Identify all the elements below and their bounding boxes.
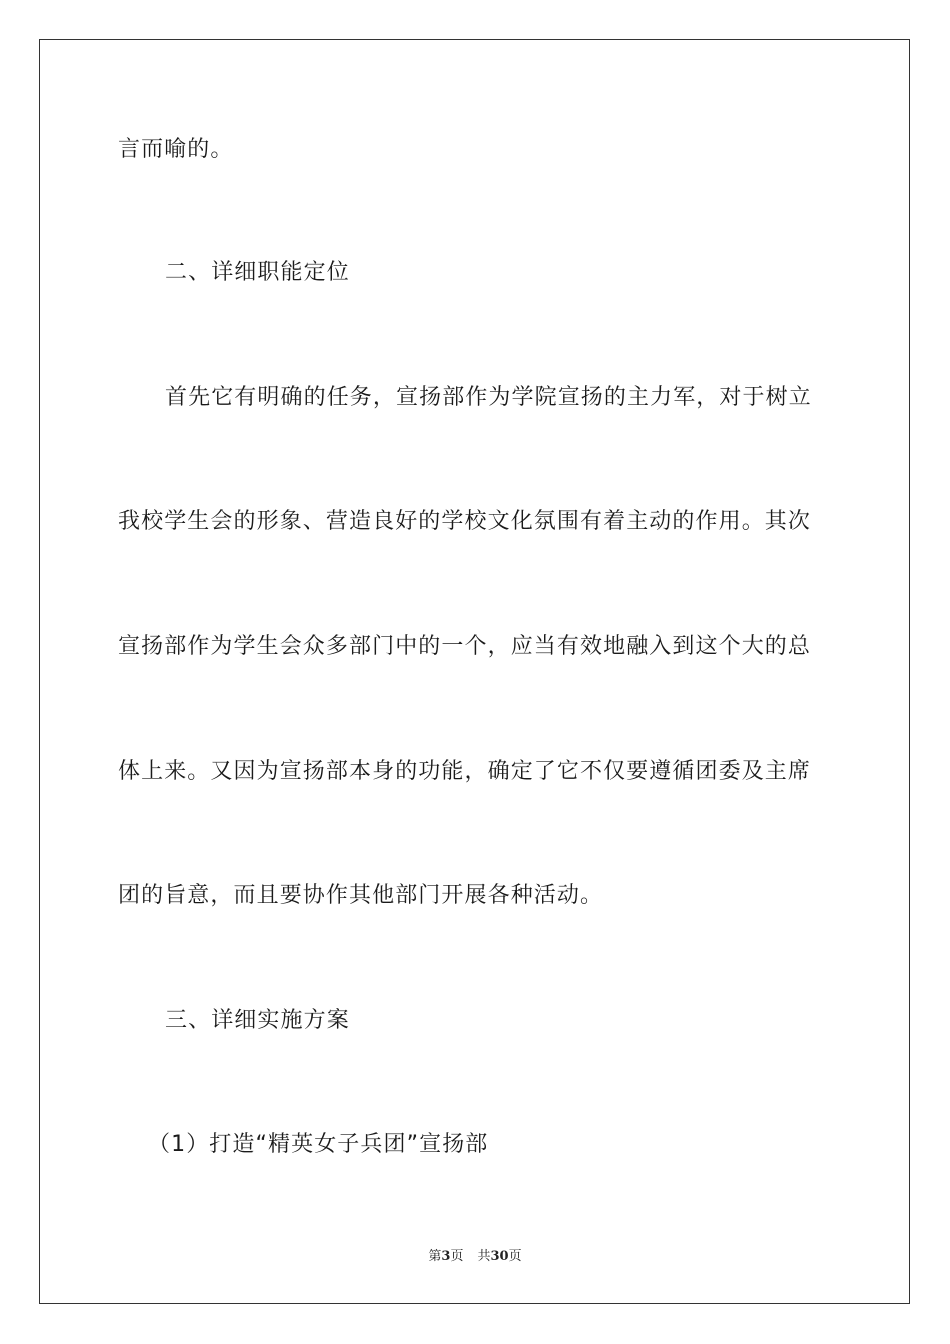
paragraph-line: 体上来。又因为宣扬部本身的功能，确定了它不仅要遵循团委及主席 [118, 759, 812, 784]
footer-total-prefix: 共 [477, 1249, 491, 1264]
paragraph-line: 宣扬部作为学生会众多部门中的一个，应当有效地融入到这个大的总 [118, 634, 812, 659]
footer-page-prefix: 第 [428, 1249, 442, 1264]
paragraph-line: 团的旨意，而且要协作其他部门开展各种活动。 [118, 883, 604, 908]
page-footer [0, 1248, 950, 1266]
footer-page-number: 3 [441, 1249, 451, 1264]
page-border [39, 39, 910, 1304]
body-text-line: 言而喻的。 [118, 137, 234, 162]
footer-total-suffix: 页 [508, 1249, 522, 1264]
section-heading-3: 三、详细实施方案 [165, 1008, 350, 1033]
subsection-heading: （1）打造“精英女子兵团”宣扬部 [148, 1132, 489, 1157]
footer-page-suffix: 页 [450, 1249, 464, 1264]
footer-total-pages: 30 [490, 1249, 509, 1264]
section-heading-2: 二、详细职能定位 [165, 260, 350, 285]
paragraph-line: 我校学生会的形象、营造良好的学校文化氛围有着主动的作用。其次 [118, 509, 812, 534]
paragraph-line: 首先它有明确的任务，宣扬部作为学院宣扬的主力军，对于树立 [165, 385, 812, 410]
